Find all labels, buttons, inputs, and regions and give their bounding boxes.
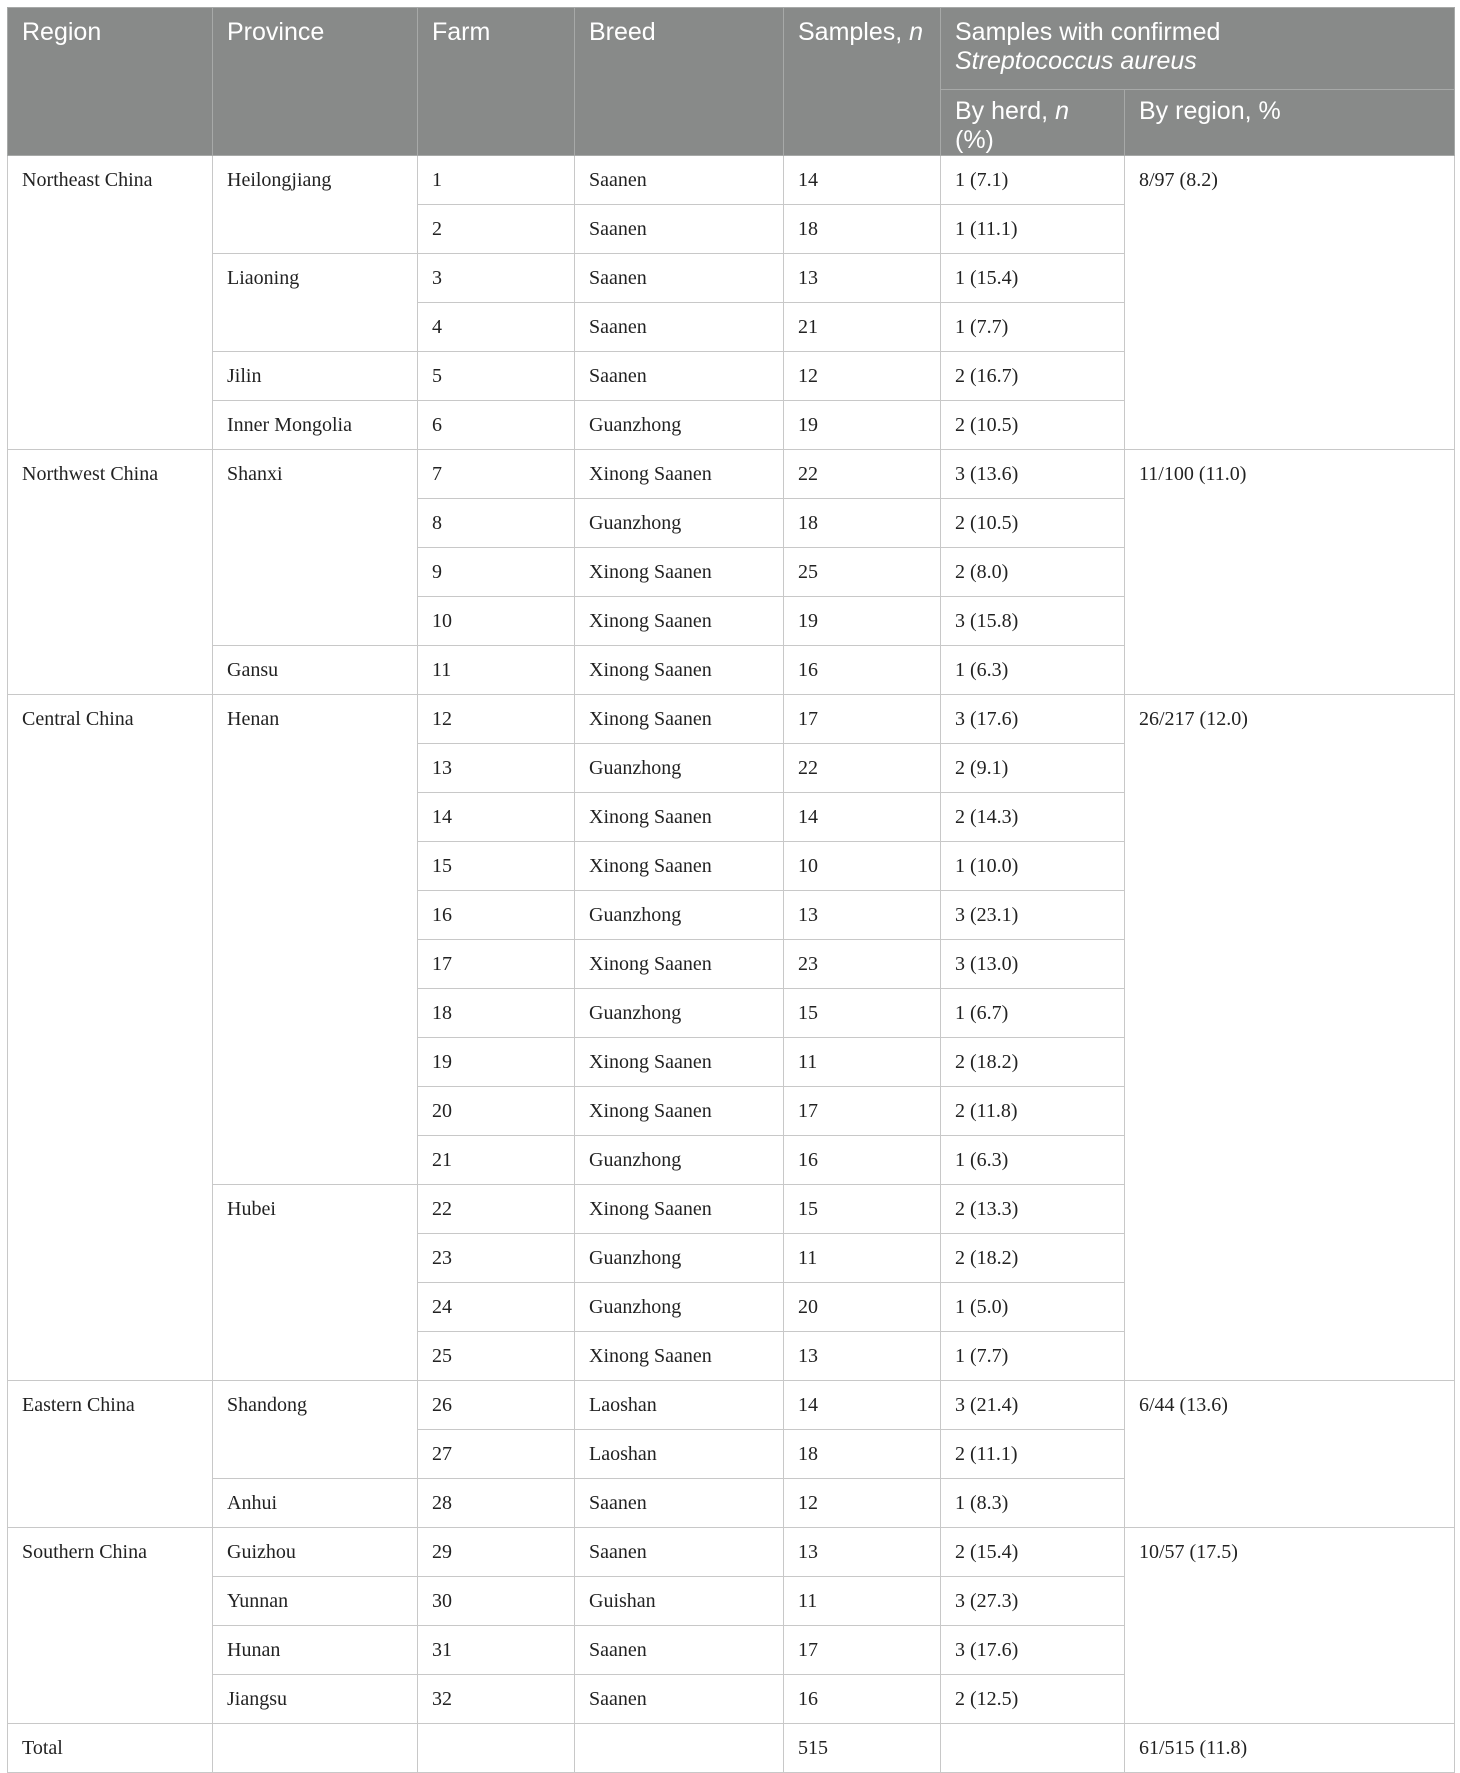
breed-cell: Xinong Saanen <box>575 940 784 989</box>
province-cell: Henan <box>213 695 418 1185</box>
by-herd-cell: 3 (27.3) <box>941 1577 1125 1626</box>
total-label-cell: Total <box>8 1724 213 1773</box>
by-region-cell: 6/44 (13.6) <box>1125 1381 1455 1528</box>
samples-cell: 13 <box>784 1332 941 1381</box>
by-herd-cell: 1 (6.3) <box>941 646 1125 695</box>
samples-cell: 14 <box>784 1381 941 1430</box>
empty-cell <box>213 1724 418 1773</box>
table-row <box>8 156 1455 205</box>
samples-cell: 17 <box>784 1087 941 1136</box>
samples-cell: 25 <box>784 548 941 597</box>
breed-cell: Xinong Saanen <box>575 646 784 695</box>
province-cell: Shanxi <box>213 450 418 646</box>
col-header-confirmed <box>941 8 1455 90</box>
region-cell: Eastern China <box>8 1381 213 1528</box>
samples-cell: 16 <box>784 1136 941 1185</box>
province-cell: Heilongjiang <box>213 156 418 254</box>
by-herd-cell: 1 (15.4) <box>941 254 1125 303</box>
breed-cell: Xinong Saanen <box>575 793 784 842</box>
total-row <box>8 1724 1455 1773</box>
farm-cell: 1 <box>418 156 575 205</box>
farm-cell: 31 <box>418 1626 575 1675</box>
breed-cell: Guanzhong <box>575 499 784 548</box>
farm-cell: 21 <box>418 1136 575 1185</box>
by-herd-n-label: n <box>1055 97 1069 125</box>
farm-cell: 28 <box>418 1479 575 1528</box>
by-herd-cell: 2 (18.2) <box>941 1234 1125 1283</box>
by-herd-cell: 1 (7.1) <box>941 156 1125 205</box>
breed-cell: Guanzhong <box>575 401 784 450</box>
by-region-cell: 26/217 (12.0) <box>1125 695 1455 1381</box>
farm-cell: 4 <box>418 303 575 352</box>
farm-cell: 24 <box>418 1283 575 1332</box>
breed-cell: Xinong Saanen <box>575 1185 784 1234</box>
col-header-region: Region <box>8 8 213 156</box>
province-cell: Hunan <box>213 1626 418 1675</box>
empty-cell <box>418 1724 575 1773</box>
table-row <box>8 695 1455 744</box>
farm-cell: 18 <box>418 989 575 1038</box>
province-cell: Guizhou <box>213 1528 418 1577</box>
breed-cell: Saanen <box>575 1675 784 1724</box>
farm-cell: 9 <box>418 548 575 597</box>
by-herd-cell: 2 (18.2) <box>941 1038 1125 1087</box>
samples-cell: 14 <box>784 156 941 205</box>
by-herd-cell: 2 (8.0) <box>941 548 1125 597</box>
by-herd-cell: 2 (9.1) <box>941 744 1125 793</box>
samples-cell: 21 <box>784 303 941 352</box>
farm-cell: 6 <box>418 401 575 450</box>
table-row <box>8 450 1455 499</box>
breed-cell: Xinong Saanen <box>575 842 784 891</box>
farm-cell: 19 <box>418 1038 575 1087</box>
province-cell: Jiangsu <box>213 1675 418 1724</box>
samples-cell: 19 <box>784 401 941 450</box>
by-herd-cell: 2 (10.5) <box>941 401 1125 450</box>
by-herd-cell: 3 (13.6) <box>941 450 1125 499</box>
samples-n-label: n <box>909 18 924 46</box>
province-cell: Gansu <box>213 646 418 695</box>
breed-cell: Xinong Saanen <box>575 695 784 744</box>
breed-cell: Xinong Saanen <box>575 1038 784 1087</box>
by-herd-label: By herd, <box>955 97 1056 125</box>
breed-cell: Saanen <box>575 254 784 303</box>
table-header <box>8 8 1455 156</box>
breed-cell: Saanen <box>575 156 784 205</box>
samples-cell: 16 <box>784 1675 941 1724</box>
breed-cell: Saanen <box>575 1626 784 1675</box>
by-herd-cell: 1 (11.1) <box>941 205 1125 254</box>
province-cell: Yunnan <box>213 1577 418 1626</box>
total-by-region-cell: 61/515 (11.8) <box>1125 1724 1455 1773</box>
by-herd-cell: 1 (7.7) <box>941 303 1125 352</box>
breed-cell: Guanzhong <box>575 1136 784 1185</box>
samples-cell: 22 <box>784 744 941 793</box>
farm-cell: 11 <box>418 646 575 695</box>
region-cell: Northeast China <box>8 156 213 450</box>
by-herd-cell: 2 (14.3) <box>941 793 1125 842</box>
table-row <box>8 1528 1455 1577</box>
col-header-breed: Breed <box>575 8 784 156</box>
by-herd-cell: 1 (6.3) <box>941 1136 1125 1185</box>
by-herd-cell: 1 (7.7) <box>941 1332 1125 1381</box>
province-cell: Hubei <box>213 1185 418 1381</box>
farm-cell: 16 <box>418 891 575 940</box>
breed-cell: Saanen <box>575 1528 784 1577</box>
by-herd-cell: 1 (5.0) <box>941 1283 1125 1332</box>
breed-cell: Guanzhong <box>575 989 784 1038</box>
samples-cell: 15 <box>784 1185 941 1234</box>
breed-cell: Laoshan <box>575 1381 784 1430</box>
province-cell: Anhui <box>213 1479 418 1528</box>
by-region-cell: 10/57 (17.5) <box>1125 1528 1455 1724</box>
by-herd-cell: 3 (13.0) <box>941 940 1125 989</box>
data-table <box>7 7 1455 1773</box>
samples-cell: 19 <box>784 597 941 646</box>
col-header-province: Province <box>213 8 418 156</box>
farm-cell: 23 <box>418 1234 575 1283</box>
farm-cell: 25 <box>418 1332 575 1381</box>
by-herd-cell: 2 (10.5) <box>941 499 1125 548</box>
farm-cell: 2 <box>418 205 575 254</box>
by-herd-cell: 1 (10.0) <box>941 842 1125 891</box>
samples-cell: 11 <box>784 1577 941 1626</box>
by-herd-cell: 3 (17.6) <box>941 695 1125 744</box>
breed-cell: Xinong Saanen <box>575 1332 784 1381</box>
farm-cell: 14 <box>418 793 575 842</box>
samples-cell: 17 <box>784 1626 941 1675</box>
farm-cell: 22 <box>418 1185 575 1234</box>
by-region-cell: 11/100 (11.0) <box>1125 450 1455 695</box>
breed-cell: Laoshan <box>575 1430 784 1479</box>
confirmed-label-line2: Streptococcus aureus <box>955 47 1197 75</box>
by-herd-cell: 1 (6.7) <box>941 989 1125 1038</box>
samples-cell: 23 <box>784 940 941 989</box>
farm-cell: 27 <box>418 1430 575 1479</box>
col-header-farm: Farm <box>418 8 575 156</box>
breed-cell: Xinong Saanen <box>575 1087 784 1136</box>
samples-cell: 20 <box>784 1283 941 1332</box>
by-herd-cell: 3 (23.1) <box>941 891 1125 940</box>
farm-cell: 8 <box>418 499 575 548</box>
samples-cell: 12 <box>784 352 941 401</box>
samples-cell: 18 <box>784 499 941 548</box>
by-region-cell: 8/97 (8.2) <box>1125 156 1455 450</box>
by-herd-cell: 2 (16.7) <box>941 352 1125 401</box>
breed-cell: Saanen <box>575 1479 784 1528</box>
samples-cell: 14 <box>784 793 941 842</box>
samples-cell: 11 <box>784 1234 941 1283</box>
samples-cell: 22 <box>784 450 941 499</box>
breed-cell: Guanzhong <box>575 744 784 793</box>
breed-cell: Xinong Saanen <box>575 548 784 597</box>
farm-cell: 12 <box>418 695 575 744</box>
province-cell: Shandong <box>213 1381 418 1479</box>
farm-cell: 26 <box>418 1381 575 1430</box>
farm-cell: 20 <box>418 1087 575 1136</box>
samples-cell: 18 <box>784 205 941 254</box>
breed-cell: Saanen <box>575 352 784 401</box>
breed-cell: Saanen <box>575 205 784 254</box>
samples-cell: 13 <box>784 254 941 303</box>
total-samples-cell: 515 <box>784 1724 941 1773</box>
samples-cell: 13 <box>784 1528 941 1577</box>
farm-cell: 32 <box>418 1675 575 1724</box>
farm-cell: 7 <box>418 450 575 499</box>
region-cell: Northwest China <box>8 450 213 695</box>
col-header-by-region: By region, % <box>1125 90 1455 156</box>
by-herd-cell: 1 (8.3) <box>941 1479 1125 1528</box>
province-cell: Jilin <box>213 352 418 401</box>
samples-cell: 17 <box>784 695 941 744</box>
col-header-by-herd <box>941 90 1125 156</box>
samples-cell: 15 <box>784 989 941 1038</box>
col-header-samples <box>784 8 941 156</box>
by-herd-pct-label: (%) <box>955 126 994 154</box>
farm-cell: 17 <box>418 940 575 989</box>
farm-cell: 5 <box>418 352 575 401</box>
by-herd-cell: 2 (15.4) <box>941 1528 1125 1577</box>
samples-cell: 16 <box>784 646 941 695</box>
farm-cell: 30 <box>418 1577 575 1626</box>
by-herd-cell: 3 (21.4) <box>941 1381 1125 1430</box>
samples-label: Samples, <box>798 18 910 46</box>
breed-cell: Guanzhong <box>575 1234 784 1283</box>
empty-cell <box>941 1724 1125 1773</box>
farm-cell: 13 <box>418 744 575 793</box>
table-body <box>8 156 1455 1773</box>
region-cell: Central China <box>8 695 213 1381</box>
farm-cell: 29 <box>418 1528 575 1577</box>
confirmed-label-line1: Samples with confirmed <box>955 18 1221 46</box>
breed-cell: Xinong Saanen <box>575 597 784 646</box>
province-cell: Liaoning <box>213 254 418 352</box>
samples-cell: 11 <box>784 1038 941 1087</box>
samples-cell: 13 <box>784 891 941 940</box>
by-herd-cell: 3 (15.8) <box>941 597 1125 646</box>
samples-cell: 18 <box>784 1430 941 1479</box>
breed-cell: Saanen <box>575 303 784 352</box>
by-herd-cell: 2 (12.5) <box>941 1675 1125 1724</box>
table-row <box>8 1381 1455 1430</box>
by-herd-cell: 2 (11.1) <box>941 1430 1125 1479</box>
empty-cell <box>575 1724 784 1773</box>
breed-cell: Guanzhong <box>575 1283 784 1332</box>
samples-cell: 12 <box>784 1479 941 1528</box>
samples-cell: 10 <box>784 842 941 891</box>
province-cell: Inner Mongolia <box>213 401 418 450</box>
region-cell: Southern China <box>8 1528 213 1724</box>
breed-cell: Xinong Saanen <box>575 450 784 499</box>
farm-cell: 3 <box>418 254 575 303</box>
farm-cell: 15 <box>418 842 575 891</box>
by-herd-cell: 2 (11.8) <box>941 1087 1125 1136</box>
by-herd-cell: 2 (13.3) <box>941 1185 1125 1234</box>
breed-cell: Guanzhong <box>575 891 784 940</box>
breed-cell: Guishan <box>575 1577 784 1626</box>
by-herd-cell: 3 (17.6) <box>941 1626 1125 1675</box>
farm-cell: 10 <box>418 597 575 646</box>
